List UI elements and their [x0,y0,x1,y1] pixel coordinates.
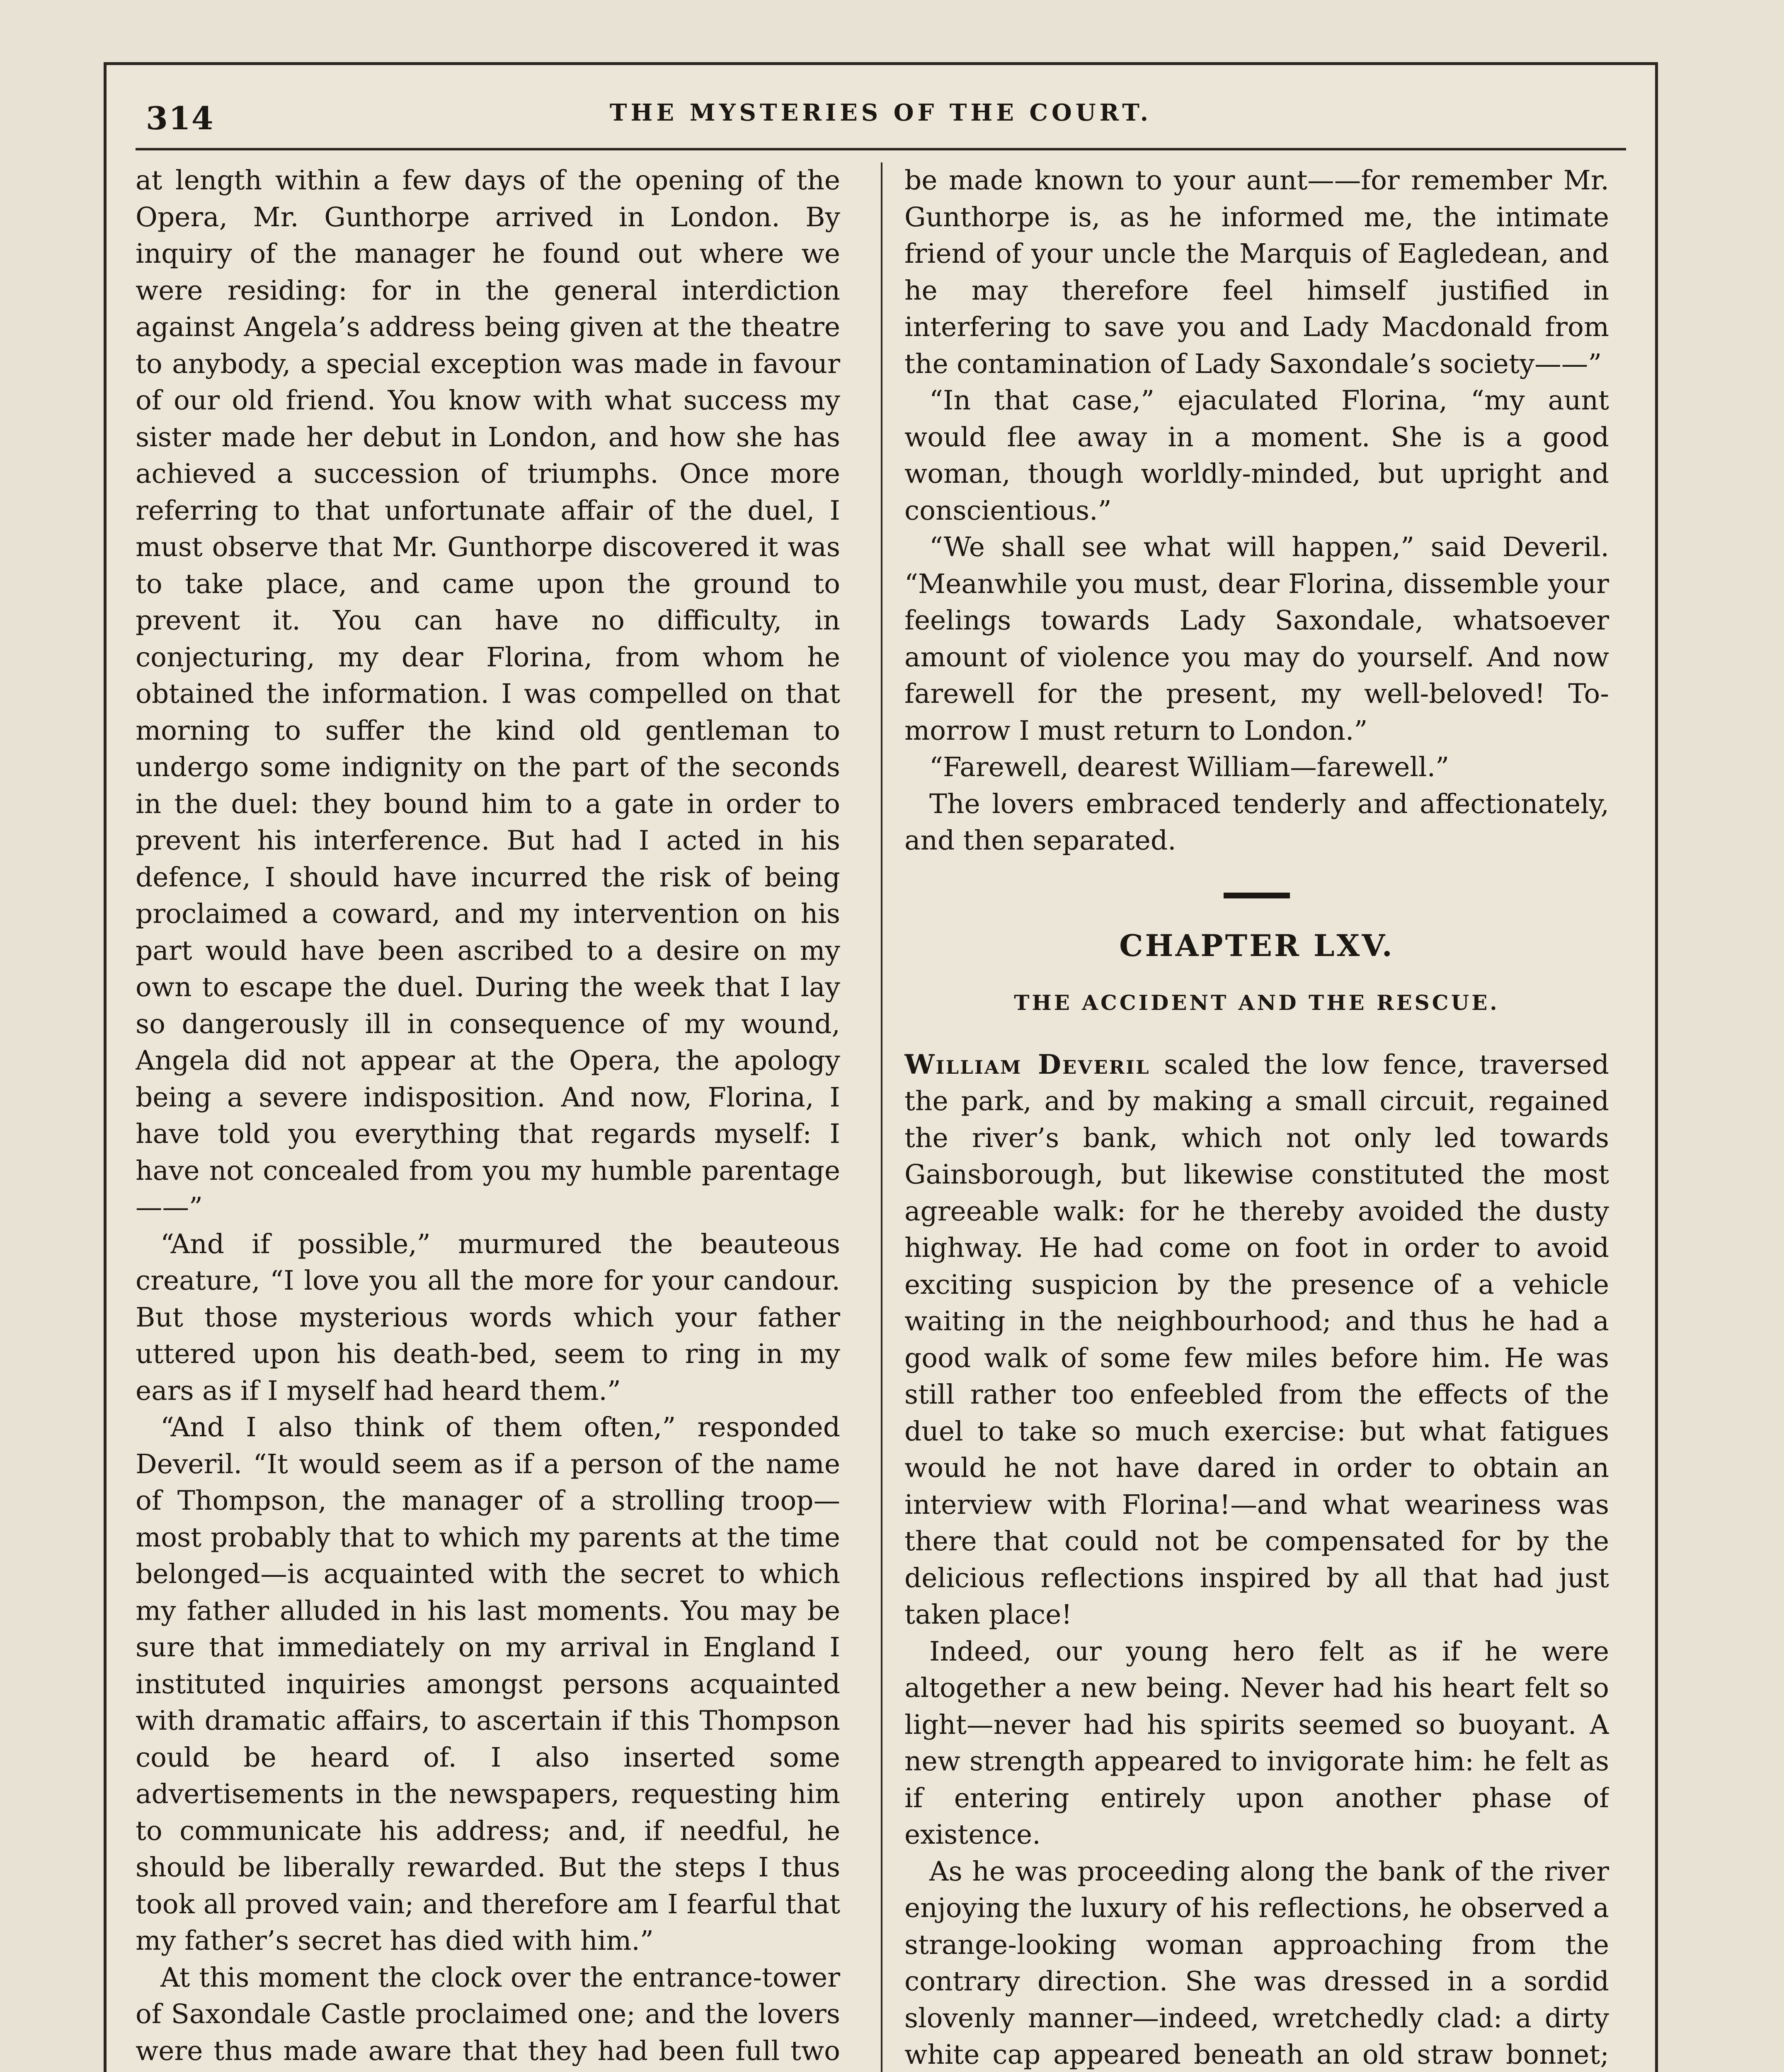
paragraph: “In that case,” ejaculated Florina, “my aunt would flee away in a moment. She is a good woman, though worldly-minded, but upright and conscientious.” [904,385,1609,526]
paragraph: Indeed, our young hero felt as if he were altogether a new being. Never had his heart felt so light—never had his spirits seemed so buoyant. A new strength appeared to invigorate him: he felt as if entering entirely upon another phase of existence. [904,1636,1609,1850]
paragraph: “We shall see what will happen,” said Deveril. “Meanwhile you must, dear Florina, dissemble your feelings towards Lady Saxondale, whatsoever amount of violence you may do yourself. And now farewell for the present, my well-beloved! To-morrow I must return to London.” [904,532,1609,746]
chapter-opening-paragraph [904,1046,1609,1634]
chapter-opening-words: William Deveril [904,1048,1150,1080]
left-column [136,162,840,2072]
chapter-opening-text: scaled the low fence, traversed the park, and by making a small circuit, regained the river’s bank, which not only led towards Gainsborough, but likewise constituted the most agreeable walk: for he thereby avoided the dusty highway. He had come on foot in order to avoid exciting suspicion by the presence of a vehicle waiting in the neighbourhood; and thus he had a good walk of some few miles before him. He was still rather too enfeebled from the effects of the duel to take so much exercise: but what fatigues would he not have dared in order to obtain an interview with Florina!—and what weariness was there that could not be compensated for by the delicious reflections inspired by all that had just taken place! [904,1049,1609,1630]
paragraph: at length within a few days of the opening of the Opera, Mr. Gunthorpe arrived in London. By inquiry of the manager he found out where we were residing: for in the general interdiction against Angela’s address being given at the theatre to anybody, a special exception was made in favour of our old friend. You know with what success my sister made her debut in London, and how she has achieved a succession of triumphs. Once more referring to that unfortunate affair of the duel, I must observe that Mr. Gunthorpe discovered it was to take place, and came upon the ground to prevent it. You can have no difficulty, in conjecturing, my dear Florina, from whom he obtained the information. I was compelled on that morning to suffer the kind old gentleman to undergo some indignity on the part of the seconds in the duel: they bound him to a gate in order to prevent his interference. But had I acted in his defence, I should have incurred the risk of being proclaimed a coward, and my intervention on his part would have been ascribed to a desire on my own to escape the duel. During the week that I lay so dangerously ill in consequence of my wound, Angela did not appear at the Opera, the apology being a severe indisposition. And now, Florina, I have told you everything that regards myself: I have not concealed from you my humble parentage——” [136,165,840,1223]
paragraph: At this moment the clock over the entrance-tower of Saxondale Castle proclaimed one; and the lovers were thus made aware that they had been full two [136,1962,840,2067]
chapter-title: CHAPTER LXV. [1119,927,1394,963]
chapter-subtitle: THE ACCIDENT AND THE RESCUE. [1014,990,1500,1015]
section-ornament-rule [1224,893,1290,898]
paragraph: The lovers embraced tenderly and affectionately, and then separated. [904,788,1609,856]
running-title: THE MYSTERIES OF THE COURT. [609,99,1152,126]
page-number: 314 [146,100,214,137]
paragraph: As he was proceeding along the bank of the river enjoying the luxury of his reflections, he observed a strange-looking woman approaching from the contrary direction. She was dressed in a sordid slovenly manner—indeed, wretchedly clad: a dirty white cap appeared beneath an old straw bonnet; [904,1856,1609,2070]
paragraph: “And I also think of them often,” responded Deveril. “It would seem as if a person of the name of Thompson, the manager of a strolling troop—most probably that to which my parents at the time belonged—is acquainted with the secret to which my father alluded in his last moments. You may be sure that immediately on my arrival in England I instituted inquiries amongst persons acquainted with dramatic affairs, to ascertain if this Thompson could be heard of. I also inserted some advertisements in the newspapers, requesting him to communicate his address; and, if needful, he should be liberally rewarded. But the steps I thus took all proved vain; and therefore am I fearful that my father’s secret has died with him.” [136,1412,840,1956]
paragraph: be made known to your aunt——for remember Mr. Gunthorpe is, as he informed me, the intimate friend of your uncle the Marquis of Eagledean, and he may therefore feel himself justified in interfering to save you and Lady Macdonald from the contamination of Lady Saxondale’s society——” [904,165,1609,380]
column-divider [881,162,882,2072]
book-page [104,62,1658,2072]
header-rule [136,148,1626,150]
paragraph: “And if possible,” murmured the beauteous creature, “I love you all the more for your candour. But those mysterious words which your father uttered upon his death-bed, seem to ring in my ears as if I myself had heard them.” [136,1228,840,1406]
paragraph: “Farewell, dearest William—farewell.” [929,752,1450,783]
right-column [904,162,1609,2072]
page-header [146,86,1616,140]
